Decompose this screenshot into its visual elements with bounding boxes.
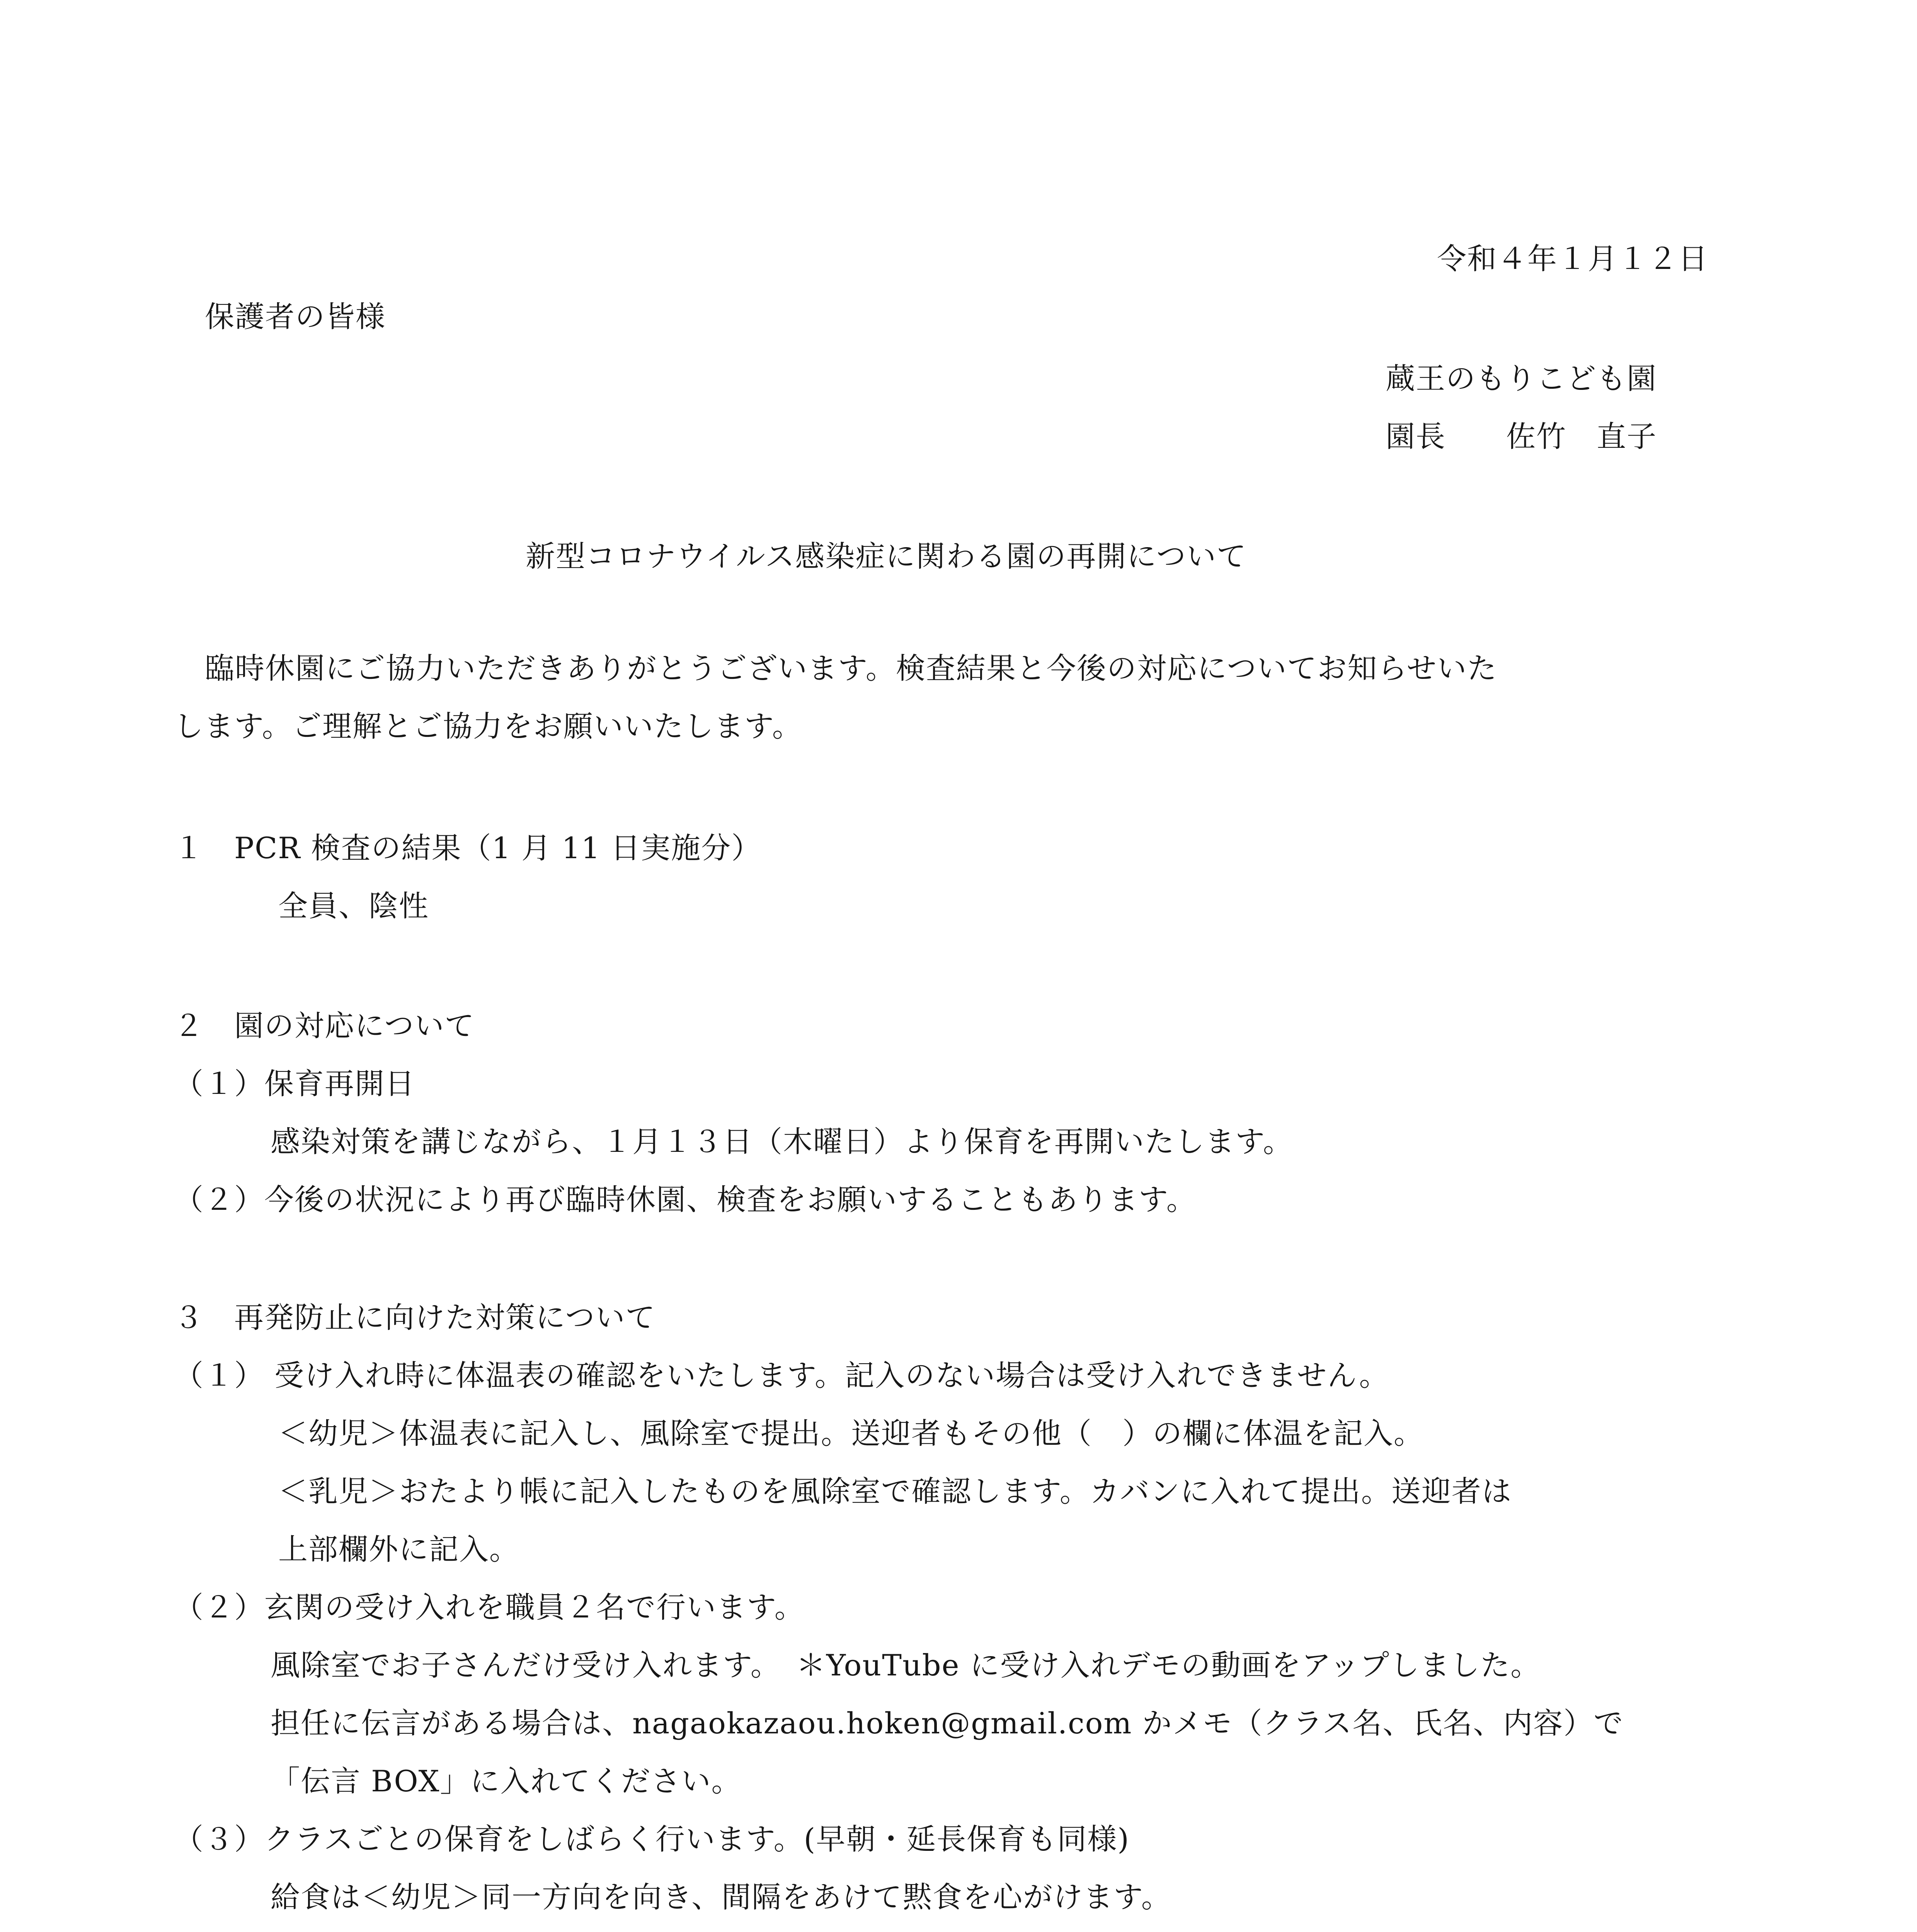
list-item: （２）今後の状況により再び臨時休園、検査をお願いすることもあります。 (174, 1182, 1197, 1217)
list-item-body: 担任に伝言がある場合は、nagaokazaou.hoken@gmail.com かメモ（クラス名、氏名、内容）で (271, 1706, 1624, 1740)
list-item-body: ＜幼児＞体温表に記入し、風除室で提出。送迎者もその他（ ）の欄に体温を記入。 (278, 1416, 1424, 1451)
list-item: （１）保育再開日 (174, 1066, 415, 1101)
section-body: 全員、陰性 (278, 889, 429, 923)
list-item-body: 給食は＜幼児＞同一方向を向き、間隔をあけて黙食を心がけます。 (271, 1880, 1171, 1914)
document-date: 令和４年１月１２日 (1437, 242, 1708, 276)
list-item: （３）クラスごとの保育をしばらく行います。(早朝・延長保育も同様) (174, 1822, 1130, 1856)
list-item-body: 感染対策を講じながら、１月１３日（木曜日）より保育を再開いたします。 (271, 1124, 1293, 1159)
section-heading: １ PCR 検査の結果（1 月 11 日実施分） (174, 831, 762, 865)
list-item: （２）玄関の受け入れを職員２名で行います。 (174, 1590, 805, 1624)
list-item-body: ＜乳児＞おたより帳に記入したものを風除室で確認します。カバンに入れて提出。送迎者は (278, 1474, 1512, 1509)
sender-organization: 蔵王のもりこども園 (1386, 361, 1657, 396)
sender-name: 園長 佐竹 直子 (1386, 419, 1657, 454)
intro-line: します。ご理解とご協力をお願いいたします。 (174, 709, 802, 743)
recipient: 保護者の皆様 (205, 299, 386, 334)
list-item-body: 「伝言 BOX」に入れてください。 (271, 1764, 742, 1798)
intro-line: 臨時休園にご協力いただきありがとうございます。検査結果と今後の対応についてお知らせいた (205, 651, 1498, 685)
list-item: （１） 受け入れ時に体温表の確認をいたします。記入のない場合は受け入れできません。 (174, 1358, 1389, 1393)
document-title: 新型コロナウイルス感染症に関わる園の再開について (526, 539, 1247, 573)
section-heading: ２ 園の対応について (174, 1009, 475, 1043)
list-item-body: 風除室でお子さんだけ受け入れます。 ＊YouTube に受け入れデモの動画をアップしました。 (271, 1648, 1541, 1682)
list-item-body: 上部欄外に記入。 (278, 1532, 519, 1566)
section-heading: ３ 再発防止に向けた対策について (174, 1300, 656, 1335)
